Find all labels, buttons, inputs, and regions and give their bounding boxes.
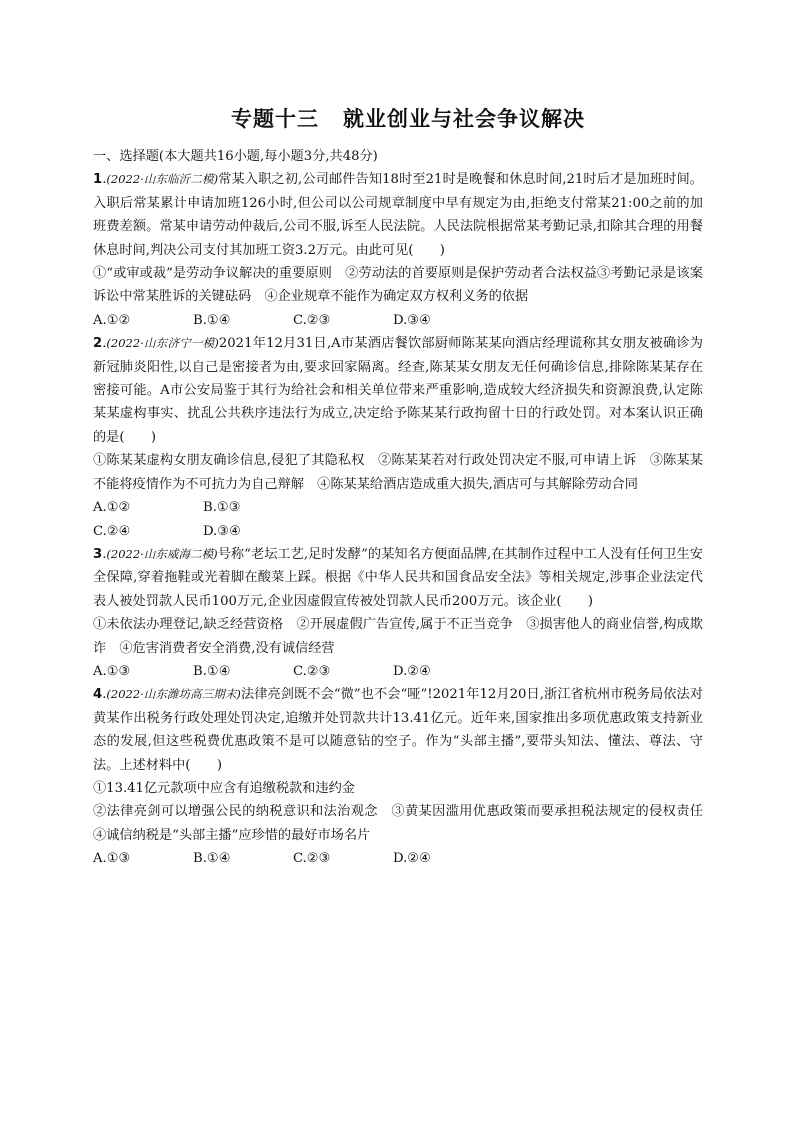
question-stem: 常某入职之初,公司邮件告知18时至21时是晚餐和休息时间,21时后才是加班时间。入职后常某累计申请加班126小时,但公司以公司规章制度中早有规定为由,拒绝支付常某21:00之前的加班费差额。常某申请劳动仲裁后,公司不服,诉至人民法院。人民法院根据常某考勤记录,扣除其合理的用餐休息时间,判决公司支付其加班工资3.2万元。由此可见( ): [93, 172, 703, 258]
question-stem: 号称“老坛工艺,足时发酵”的某知名方便面品牌,在其制作过程中工人没有任何卫生安全保障,穿着拖鞋或光着脚在酸菜上踩。根据《中华人民共和国食品安全法》等相关规定,涉事企业法定代表人被处罚款人民币100万元,企业因虚假宣传被处罚款人民币200万元。该企业( ): [93, 546, 703, 609]
question-2: 2.(2022·山东济宁一模)2021年12月31日,A市某酒店餐饮部厨师陈某某向酒店经理谎称其女朋友被确诊为新冠肺炎阳性,以自己是密接者为由,要求回家隔离。经查,陈某某女朋友无任何确诊信息,排除陈某某存在密接可能。A市公安局鉴于其行为给社会和相关单位带来严重影响,造成较大经济损失和资源浪费,认定陈某某虚构事实、扰乱公共秩序违法行为成立,决定给予陈某某行政拘留十日的行政处罚。对本案认识正确的是( ) ①陈某某虚构女朋友确诊信息,侵犯了其隐私权 ②陈某某若对行政处罚决定不服,可申请上诉 ③陈某某不能将疫情作为不可抗力为自己辩解 ④陈某某给酒店造成重大损失,酒店可与其解除劳动合同 A.①② B.①③ C.②④ D.③④: [93, 332, 703, 543]
choice-d[interactable]: D.②④: [393, 663, 431, 679]
question-options: ①陈某某虚构女朋友确诊信息,侵犯了其隐私权 ②陈某某若对行政处罚决定不服,可申请上诉 ③陈某某不能将疫情作为不可抗力为自己辩解 ④陈某某给酒店造成重大损失,酒店可与其解除劳动合同: [93, 453, 703, 492]
question-option-line-2: ②法律亮剑可以增强公民的纳税意识和法治观念 ③黄某因滥用优惠政策而要承担税法规定的侵权责任 ④诚信纳税是“头部主播”应珍惜的最好市场名片: [93, 804, 717, 843]
question-3: 3.(2022·山东威海二模)号称“老坛工艺,足时发酵”的某知名方便面品牌,在其制作过程中工人没有任何卫生安全保障,穿着拖鞋或光着脚在酸菜上踩。根据《中华人民共和国食品安全法》等相关规定,涉事企业法定代表人被处罚款人民币100万元,企业因虚假宣传被处罚款人民币200万元。该企业( ) ①未依法办理登记,缺乏经营资格 ②开展虚假广告宣传,属于不正当竞争 ③损害他人的商业信誉,构成欺诈 ④危害消费者安全消费,没有诚信经营 A.①③ B.①④ C.②③ D.②④: [93, 543, 703, 683]
question-4: 4.(2022·山东潍坊高三期末)法律亮剑既不会“微”也不会“哑”!2021年12月20日,浙江省杭州市税务局依法对黄某作出税务行政处理处罚决定,追缴并处罚款共计13.41亿元。近年来,国家推出多项优惠政策支持新业态的发展,但这些税费优惠政策不是可以随意钻的空子。作为“头部主播”,要带头知法、懂法、尊法、守法。上述材料中( ) ①13.41亿元款项中应含有追缴税款和违约金 ②法律亮剑可以增强公民的纳税意识和法治观念 ③黄某因滥用优惠政策而要承担税法规定的侵权责任 ④诚信纳税是“头部主播”应珍惜的最好市场名片 A.①③ B.①④ C.②③ D.②④: [93, 683, 703, 870]
question-option-line-1: ①13.41亿元款项中应含有追缴税款和违约金: [93, 780, 355, 796]
choice-a[interactable]: A.①③: [93, 851, 131, 867]
question-source: (2022·山东临沂二模): [106, 172, 219, 187]
answer-choices: [93, 660, 703, 683]
title-part-2: 就业创业与社会争议解决: [343, 107, 585, 131]
choice-c[interactable]: C.②③: [293, 312, 331, 328]
choice-a[interactable]: A.①②: [93, 500, 131, 516]
question-number: 2: [93, 336, 103, 352]
question-stem: 法律亮剑既不会“微”也不会“哑”!2021年12月20日,浙江省杭州市税务局依法对黄某作出税务行政处理处罚决定,追缴并处罚款共计13.41亿元。近年来,国家推出多项优惠政策支持新业态的发展,但这些税费优惠政策不是可以随意钻的空子。作为“头部主播”,要带头知法、懂法、尊法、守法。上述材料中( ): [93, 687, 703, 773]
question-source: (2022·山东潍坊高三期末): [106, 687, 241, 702]
answer-choices-row-1: [93, 496, 703, 519]
choice-c[interactable]: C.②④: [93, 523, 131, 539]
choice-a[interactable]: A.①③: [93, 663, 131, 679]
choice-b[interactable]: B.①④: [193, 851, 231, 867]
question-options: ①“或审或裁”是劳动争议解决的重要原则 ②劳动法的首要原则是保护劳动者合法权益③考勤记录是该案诉讼中常某胜诉的关键砝码 ④企业规章不能作为确定双方权利义务的依据: [93, 266, 703, 305]
choice-d[interactable]: D.②④: [393, 851, 431, 867]
question-number: 3: [93, 546, 103, 562]
choice-d[interactable]: D.③④: [203, 523, 241, 539]
section-header: 一、选择题(本大题共16小题,每小题3分,共48分): [93, 149, 378, 164]
question-number: 1: [93, 172, 103, 188]
choice-d[interactable]: D.③④: [393, 312, 431, 328]
answer-choices: [93, 847, 703, 870]
question-number: 4: [93, 687, 103, 703]
choice-b[interactable]: B.①④: [193, 312, 231, 328]
choice-c[interactable]: C.②③: [293, 663, 331, 679]
title-part-1: 专题十三: [231, 107, 319, 131]
choice-c[interactable]: C.②③: [293, 851, 331, 867]
question-source: (2022·山东威海二模): [106, 546, 218, 561]
question-stem: 2021年12月31日,A市某酒店餐饮部厨师陈某某向酒店经理谎称其女朋友被确诊为新冠肺炎阳性,以自己是密接者为由,要求回家隔离。经查,陈某某女朋友无任何确诊信息,排除陈某某存在密接可能。A市公安局鉴于其行为给社会和相关单位带来严重影响,造成较大经济损失和资源浪费,认定陈某某虚构事实、扰乱公共秩序违法行为成立,决定给予陈某某行政拘留十日的行政处罚。对本案认识正确的是( ): [93, 336, 703, 445]
choice-b[interactable]: B.①③: [203, 500, 241, 516]
page-title: [113, 104, 703, 134]
question-options: ①未依法办理登记,缺乏经营资格 ②开展虚假广告宣传,属于不正当竞争 ③损害他人的商业信誉,构成欺诈 ④危害消费者安全消费,没有诚信经营: [93, 617, 703, 656]
question-source: (2022·山东济宁一模): [106, 336, 219, 351]
choice-b[interactable]: B.①④: [193, 663, 231, 679]
question-1: 1.(2022·山东临沂二模)常某入职之初,公司邮件告知18时至21时是晚餐和休息时间,21时后才是加班时间。入职后常某累计申请加班126小时,但公司以公司规章制度中早有规定为由,拒绝支付常某21:00之前的加班费差额。常某申请劳动仲裁后,公司不服,诉至人民法院。人民法院根据常某考勤记录,扣除其合理的用餐休息时间,判决公司支付其加班工资3.2万元。由此可见( ) ①“或审或裁”是劳动争议解决的重要原则 ②劳动法的首要原则是保护劳动者合法权益③考勤记录是该案诉讼中常某胜诉的关键砝码 ④企业规章不能作为确定双方权利义务的依据 A.①② B.①④ C.②③ D.③④: [93, 168, 703, 332]
document-page: [93, 104, 717, 871]
answer-choices-row-2: [93, 520, 703, 543]
choice-a[interactable]: A.①②: [93, 312, 131, 328]
answer-choices: [93, 309, 703, 332]
